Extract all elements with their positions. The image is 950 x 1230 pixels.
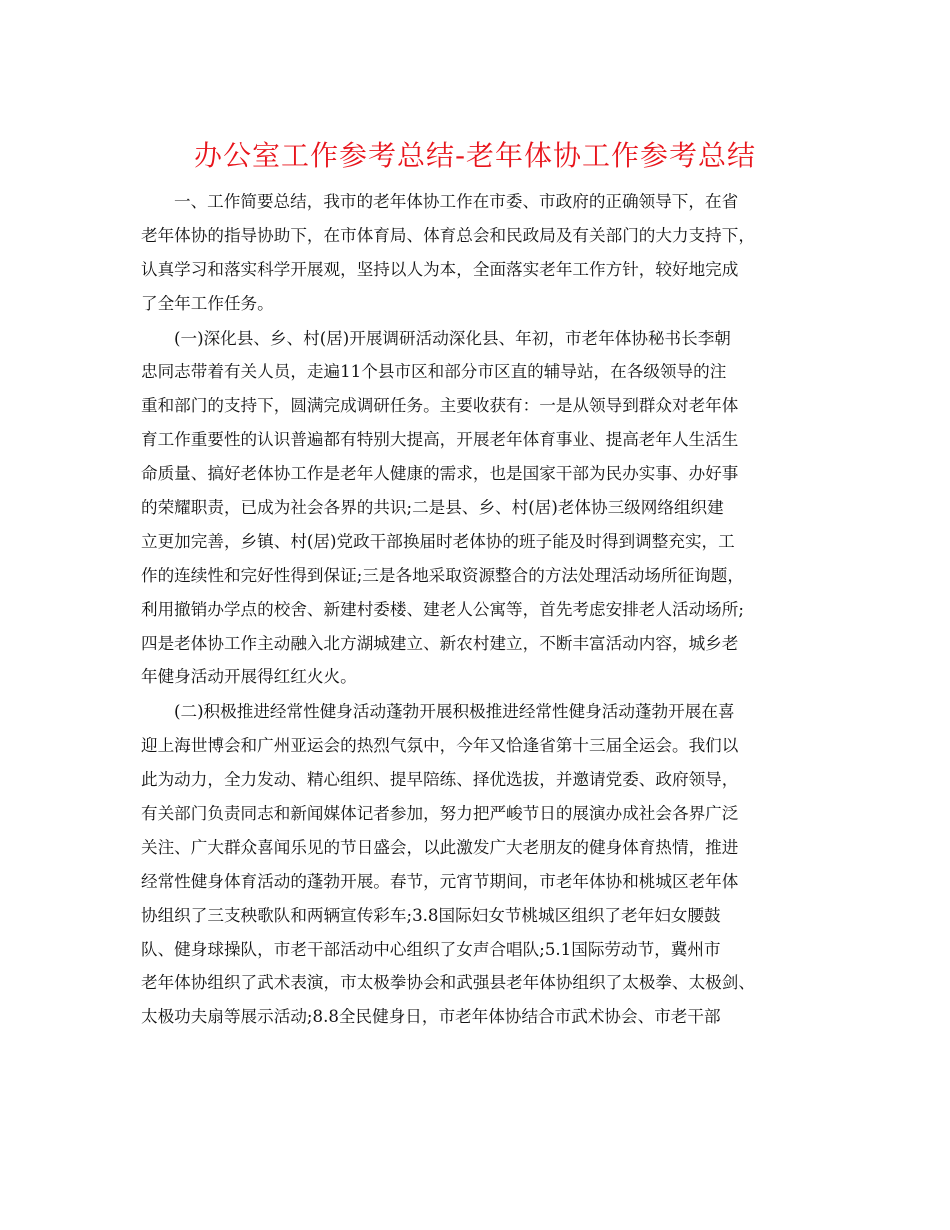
text-line: 四是老体协工作主动融入北方湖城建立、新农村建立，不断丰富活动内容，城乡老 <box>141 633 739 653</box>
text-line: 关注、广大群众喜闻乐见的节日盛会，以此激发广大老朋友的健身体育热情，推进 <box>141 837 739 857</box>
text-line: 育工作重要性的认识普遍都有特别大提高，开展老年体育事业、提高老年人生活生 <box>141 430 739 450</box>
text-line: 忠同志带着有关人员，走遍11个县市区和部分市区直的辅导站，在各级领导的注 <box>141 362 727 382</box>
text-line: 迎上海世博会和广州亚运会的热烈气氛中，今年又恰逢省第十三届全运会。我们以 <box>141 736 739 756</box>
document-title: 办公室工作参考总结-老年体协工作参考总结 <box>193 139 757 172</box>
text-line: 了全年工作任务。 <box>141 293 274 313</box>
paragraph-fitness-activities <box>141 695 811 1034</box>
text-line: 利用撤销办学点的校舍、新建村委楼、建老人公寓等，首先考虑安排老人活动场所; <box>141 599 744 619</box>
text-line: 此为动力，全力发动、精心组织、提早陪练、择优选拔，并邀请党委、政府领导， <box>141 770 739 790</box>
text-line: (二)积极推进经常性健身活动蓬勃开展积极推进经常性健身活动蓬勃开展在喜 <box>174 702 735 722</box>
text-line: 太极功夫扇等展示活动;8.8全民健身日，市老年体协结合市武术协会、市老干部 <box>141 1007 721 1027</box>
text-line: 老年体协的指导协助下，在市体育局、体育总会和民政局及有关部门的大力支持下， <box>141 225 755 245</box>
text-line: 的荣耀职责，已成为社会各界的共识;二是县、乡、村(居)老体协三级网络组织建 <box>141 498 724 518</box>
text-line: 队、健身球操队，市老干部活动中心组织了女声合唱队;5.1国际劳动节，冀州市 <box>141 939 721 959</box>
text-line: 命质量、搞好老体协工作是老年人健康的需求，也是国家干部为民办实事、办好事 <box>141 464 739 484</box>
text-line: 重和部门的支持下，圆满完成调研任务。主要收获有：一是从领导到群众对老年体 <box>141 396 739 416</box>
text-line: 立更加完善，乡镇、村(居)党政干部换届时老体协的班子能及时得到调整充实，工 <box>141 531 735 551</box>
text-line: 作的连续性和完好性得到保证;三是各地采取资源整合的方法处理活动场所征询题， <box>141 565 744 585</box>
text-line: 有关部门负责同志和新闻媒体记者参加，努力把严峻节日的展演办成社会各界广泛 <box>141 804 739 824</box>
text-line: 年健身活动开展得红红火火。 <box>141 667 357 687</box>
paragraph-summary <box>141 185 811 321</box>
text-line: 认真学习和落实科学开展观，坚持以人为本，全面落实老年工作方针，较好地完成 <box>141 259 739 279</box>
text-line: 老年体协组织了武术表演，市太极拳协会和武强县老年体协组织了太极拳、太极剑、 <box>141 973 755 993</box>
document-body <box>141 185 811 1035</box>
text-line: (一)深化县、乡、村(居)开展调研活动深化县、年初，市老年体协秘书长李朝 <box>174 328 731 348</box>
text-line: 协组织了三支秧歌队和两辆宣传彩车;3.8国际妇女节桃城区组织了老年妇女腰鼓 <box>141 905 721 925</box>
paragraph-research <box>141 322 811 695</box>
text-line: 一、工作简要总结，我市的老年体协工作在市委、市政府的正确领导下，在省 <box>174 192 739 211</box>
text-line: 经常性健身体育活动的蓬勃开展。春节，元宵节期间，市老年体协和桃城区老年体 <box>141 871 739 891</box>
